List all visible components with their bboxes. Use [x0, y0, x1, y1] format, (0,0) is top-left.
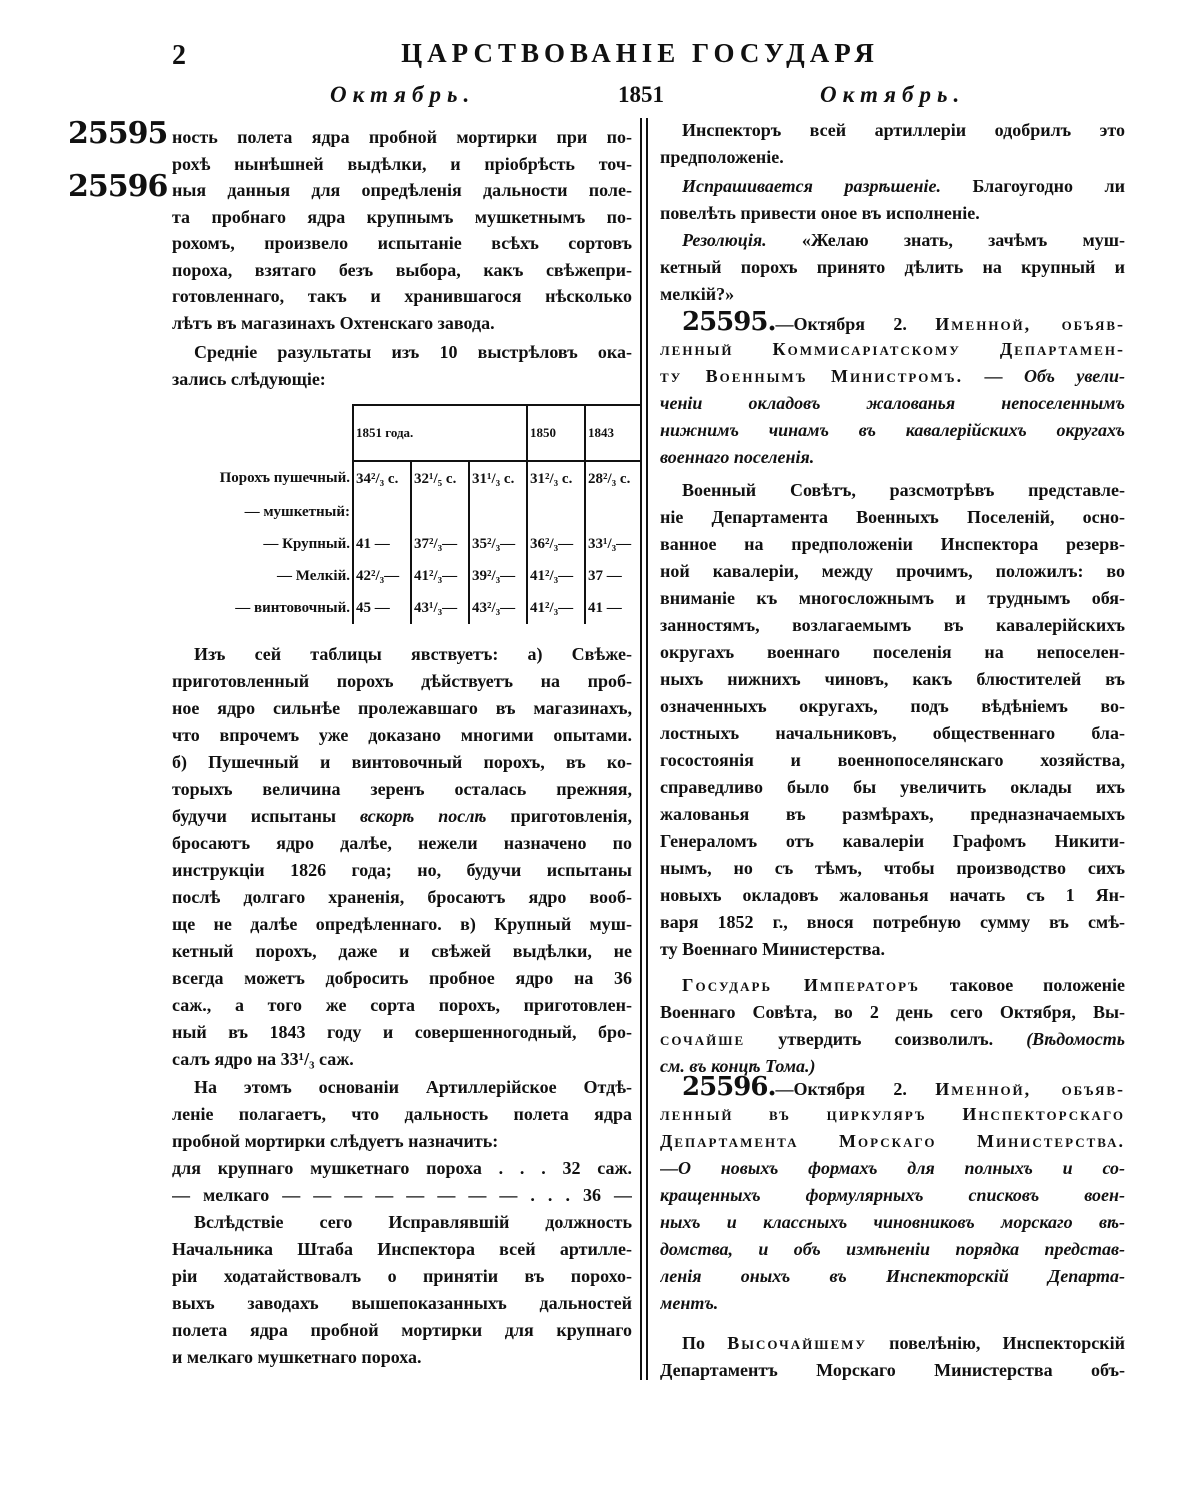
text-line: [660, 1101, 1125, 1128]
text-line: кетный порохъ, даже и свѣжей выдѣлки, не: [172, 941, 632, 961]
paragraph: [660, 227, 1125, 308]
text-line: Изъ сей таблицы явствуетъ: а) Свѣже-: [194, 644, 632, 664]
row-label: — Крупный.: [263, 535, 350, 552]
text-line: [660, 309, 1125, 336]
text-segment: —Октября 2.: [775, 1079, 936, 1099]
small-caps-text: ту Военнымъ Министромъ.: [660, 366, 964, 386]
text-line: госостоянія и военнопоселянскаго хозяйства,: [660, 750, 1125, 770]
text-line: [660, 1209, 1125, 1236]
text-line: рохѣ нынѣшней выдѣлки, и пріобрѣсть точ-: [172, 153, 632, 174]
table-cell: [353, 496, 411, 528]
text-line: означенныхъ округахъ, подъ вѣдѣніемъ во-: [660, 696, 1125, 716]
italic-text: —О новыхъ формахъ для полныхъ и со-: [660, 1158, 1125, 1178]
text-line: всегда можетъ добросить пробное ядро на 36: [172, 968, 632, 988]
text-line: [660, 444, 1125, 471]
small-caps-text: сочайше: [660, 1029, 746, 1049]
text-line: [660, 1290, 1125, 1317]
text-line: округахъ военнаго поселенія на непоселен-: [660, 642, 1125, 662]
table-cell: 39²/₃—: [469, 560, 527, 592]
text-line: пробной мортирки слѣдуетъ назначить:: [172, 1131, 499, 1151]
paragraph: [172, 339, 632, 393]
margin-number: 25596: [68, 169, 168, 204]
text-segment: —Октября 2.: [775, 314, 936, 334]
table-cell: 43¹/₃—: [411, 592, 469, 624]
table-row: [170, 560, 642, 592]
results-table: [170, 404, 642, 624]
text-line: [660, 390, 1125, 417]
paragraph: [660, 972, 1125, 1080]
table-row: [170, 528, 642, 560]
text-line: ніе Департамента Военныхъ Поселеній, осно-: [660, 507, 1125, 527]
text-line: б) Пушечный и винтовочный порохъ, въ ко-: [172, 752, 632, 772]
text-line: полета ядра пробной мортирки для крупнаго: [172, 1320, 632, 1340]
row-label: — винтовочный.: [235, 599, 350, 616]
italic-text: ныхъ и классныхъ чиновниковъ морскаго вѣ-: [660, 1212, 1125, 1232]
paragraph: [660, 173, 1125, 227]
text-segment: повелѣнію, Инспекторскій: [866, 1333, 1125, 1353]
text-line: — мелкаго — — — — — — — — . . . 36 —: [172, 1185, 632, 1205]
text-line: ще не далѣе опредѣленнаго. в) Крупный муш-: [172, 914, 632, 934]
paragraph: [660, 117, 1125, 171]
italic-text: нижнимъ чинамъ въ кавалерійскихъ округахъ: [660, 420, 1125, 440]
row-label: Порохъ пушечный.: [219, 470, 350, 486]
text-line: варя 1852 г., внося потребную сумму въ смѣ-: [660, 912, 1125, 932]
table-cell: 43²/₃—: [469, 592, 527, 624]
text-line: Военный Совѣтъ, разсмотрѣвъ представле-: [682, 480, 1125, 500]
text-line: что впрочемъ уже доказано многими опытами.: [172, 725, 632, 745]
italic-text: ченіи окладовъ жалованья непоселеннымъ: [660, 393, 1125, 413]
text-line: На этомъ основаніи Артиллерійское Отдѣ-: [194, 1077, 632, 1097]
text-line: салъ ядро на 33¹/₃ саж.: [172, 1049, 354, 1069]
text-line: ванное на предположеніи Инспектора резерв-: [660, 534, 1125, 554]
text-line: приготовленный порохъ дѣйствуетъ на проб-: [172, 671, 632, 691]
text-line: [660, 336, 1125, 363]
table-cell: 35²/₃—: [469, 528, 527, 560]
paragraph: [172, 1209, 632, 1371]
italic-text: ленія оныхъ въ Инспекторскій Департа-: [660, 1266, 1125, 1286]
month-right: Октябрь.: [820, 82, 966, 107]
page-number: 2: [172, 40, 186, 71]
table-cell: 28²/₃ с.: [585, 461, 642, 496]
text-line: Начальника Штаба Инспектора всей артилле-: [172, 1239, 632, 1259]
small-caps-text: ленный въ циркуляръ Инспекторскаго: [660, 1104, 1125, 1124]
paragraph: [172, 1074, 632, 1155]
text-line: [660, 363, 1125, 390]
text-line: ный въ 1843 году и совершенногодный, бро-: [172, 1022, 632, 1042]
text-line: леніе полагаетъ, что дальность полета ядра: [172, 1104, 632, 1124]
decree-25595: [660, 309, 1125, 471]
table-cell: [527, 496, 585, 528]
italic-text: вскорѣ послѣ: [360, 806, 487, 826]
italic-text: (Вѣдомость: [1026, 1029, 1125, 1049]
text-line: Генераломъ отъ кавалеріи Графомъ Никити-: [660, 831, 1125, 851]
row-label: — мушкетный:: [244, 503, 350, 520]
small-caps-text: Департамента Морскаго Министерства.: [660, 1131, 1125, 1151]
margin-number: 25595: [68, 116, 168, 151]
table-cell: [469, 496, 527, 528]
text-line: ное ядро сильнѣе пролежавшаго въ магазинахъ,: [172, 698, 632, 718]
text-segment: Благоугодно ли: [940, 176, 1125, 196]
decree-number: 25596.: [682, 1074, 776, 1101]
italic-text: ментъ.: [660, 1293, 719, 1313]
small-caps-text: Государь Императоръ: [682, 975, 920, 995]
decree-number: 25595.: [682, 309, 776, 336]
text-line: инструкціи 1826 года; но, будучи испытаны: [172, 860, 632, 880]
text-line: [660, 1330, 1125, 1357]
italic-text: Объ увели-: [1023, 366, 1125, 386]
text-line: справедливо было бы увеличить оклады ихъ: [660, 777, 1125, 797]
text-segment: «Желаю знать, зачѣмъ муш-: [766, 230, 1125, 250]
text-line: пороха, взятаго безъ выбора, какъ свѣжепри-: [172, 259, 632, 280]
paragraph: [172, 641, 632, 1073]
decree-25596: [660, 1074, 1125, 1317]
small-caps-text: Именной, объяв-: [935, 1079, 1125, 1099]
text-line: ной кавалеріи, между прочимъ, положилъ: во: [660, 561, 1125, 581]
table-header-cell: 1850: [527, 405, 585, 461]
table-cell: 37 —: [585, 560, 642, 592]
text-segment: По: [682, 1333, 728, 1353]
table-cell: 33¹/₃—: [585, 528, 642, 560]
small-caps-text: Высочайшему: [727, 1333, 867, 1353]
text-line: вниманіе къ многосложнымъ и труднымъ обя-: [660, 588, 1125, 608]
italic-text: Резолюція.: [682, 230, 767, 250]
text-line: нымъ, но съ тѣмъ, чтобы производство сихъ: [660, 858, 1125, 878]
table-header-cell: 1851 года.: [353, 405, 527, 461]
text-line: [660, 173, 1125, 200]
text-line: торыхъ величина зеренъ осталась прежняя,: [172, 779, 632, 799]
text-line: [660, 1263, 1125, 1290]
text-line: лѣтъ въ магазинахъ Охтенскаго завода.: [172, 312, 495, 333]
text-line: Средніе разультаты изъ 10 выстрѣловъ ока-: [194, 342, 632, 362]
table-row: [170, 592, 642, 624]
table-cell: 32¹/₅ с.: [411, 461, 469, 496]
text-line: Военнаго Совѣта, во 2 день сего Октября, Вы-: [660, 1002, 1125, 1022]
text-line: занностямъ, возлагаемымъ въ кавалерійскихъ: [660, 615, 1125, 635]
text-line: ныя данныя для опредѣленія дальности поле-: [172, 180, 632, 200]
text-line: выхъ заводахъ вышепоказанныхъ дальностей: [172, 1293, 632, 1313]
text-line: [660, 972, 1125, 999]
table-cell: 31¹/₃ с.: [469, 461, 527, 496]
text-line: предположеніе.: [660, 147, 784, 167]
table-row: [170, 496, 642, 528]
text-line: ныхъ нижнихъ чиновъ, какъ блюстителей въ: [660, 669, 1125, 689]
text-line: Департаментъ Морскаго Министерства объ-: [660, 1360, 1125, 1380]
italic-text: кращенныхъ формулярныхъ списковъ воен-: [660, 1185, 1125, 1205]
text-line: мелкій?»: [660, 284, 735, 304]
paragraph: [660, 1330, 1125, 1384]
month-left: Октябрь.: [330, 82, 476, 107]
table-cell: 41 —: [353, 528, 411, 560]
text-line: новыхъ окладовъ жалованья начать съ 1 Ян-: [660, 885, 1125, 905]
column-divider: [640, 118, 648, 1380]
text-line: та пробнаго ядра крупнымъ мушкетнымъ по-: [172, 206, 632, 227]
table-row: [170, 461, 642, 496]
italic-text: военнаго поселенія.: [660, 447, 815, 467]
table-cell: [411, 496, 469, 528]
table-cell: 41²/₃—: [527, 592, 585, 624]
text-line: [660, 1236, 1125, 1263]
table-cell: 34²/₃ с.: [353, 461, 411, 496]
text-segment: —: [963, 366, 1024, 386]
text-line: саж., а того же сорта порохъ, приготовлен-: [172, 995, 632, 1015]
text-line: жалованья въ размѣрахъ, предназначаемыхъ: [660, 804, 1125, 824]
table-header-row: [170, 405, 642, 461]
text-line: повелѣть привести оное въ исполненіе.: [660, 203, 980, 223]
paragraph: [172, 1155, 632, 1209]
text-line: ту Военнаго Министерства.: [660, 939, 886, 959]
year: 1851: [618, 82, 664, 107]
table-cell: 41 —: [585, 592, 642, 624]
table-cell: 36²/₃—: [527, 528, 585, 560]
italic-text: Испрашивается разрѣшеніе.: [682, 176, 941, 196]
paragraph: [660, 477, 1125, 963]
text-line: [660, 417, 1125, 444]
paragraph: [172, 124, 632, 336]
text-segment: таковое положеніе: [919, 975, 1125, 995]
table-cell: 41²/₃—: [411, 560, 469, 592]
text-line: [660, 1128, 1125, 1155]
text-line: [660, 1155, 1125, 1182]
text-line: для крупнаго мушкетнаго пороха . . . 32 саж.: [172, 1158, 632, 1178]
text-line: лостныхъ начальниковъ, общественнаго бла-: [660, 723, 1125, 743]
text-line: [660, 1182, 1125, 1209]
table-cell: 45 —: [353, 592, 411, 624]
text-segment: приготовленія,: [486, 806, 632, 826]
small-caps-text: Именной, объяв-: [935, 314, 1125, 334]
table-cell: 37²/₃—: [411, 528, 469, 560]
table-header-blank: [170, 405, 353, 461]
text-line: готовленнаго, такъ и хранившагося нѣсколько: [172, 286, 632, 306]
table-cell: [585, 496, 642, 528]
table-cell: 41²/₃—: [527, 560, 585, 592]
text-line: рохомъ, произвело испытаніе всѣхъ сортовъ: [172, 233, 632, 253]
table-cell: 42²/₃—: [353, 560, 411, 592]
text-line: бросаютъ ядро далѣе, нежели назначено по: [172, 833, 632, 853]
table-cell: 31²/₃ с.: [527, 461, 585, 496]
table-header-cell: 1843: [585, 405, 642, 461]
text-line: [660, 1026, 1125, 1053]
text-line: [660, 1074, 1125, 1101]
text-line: ріи ходатайствовалъ о принятіи въ порохо-: [172, 1266, 632, 1286]
text-line: [660, 227, 1125, 254]
text-line: послѣ долгаго храненія, бросаютъ ядро вооб-: [172, 887, 632, 907]
text-line: Вслѣдствіе сего Исправлявшій должность: [194, 1212, 632, 1232]
small-caps-text: ленный Коммисаріатскому Департамен-: [660, 339, 1125, 359]
text-line: кетный порохъ принято дѣлить на крупный и: [660, 257, 1125, 277]
row-label: — Мелкій.: [277, 567, 350, 584]
text-line: и мелкаго мушкетнаго пороха.: [172, 1347, 422, 1367]
italic-text: см. въ концѣ Тома.): [660, 1056, 816, 1076]
text-segment: будучи испытаны: [172, 806, 360, 826]
text-line: зались слѣдующіе:: [172, 369, 326, 389]
text-line: Инспекторъ всей артиллеріи одобрилъ это: [682, 120, 1125, 140]
italic-text: домства, и объ измѣненіи порядка представ-: [660, 1239, 1125, 1259]
text-line: [172, 803, 632, 830]
text-line: ность полета ядра пробной мортирки при по-: [172, 127, 632, 147]
running-title: ЦАРСТВОВАНІЕ ГОСУДАРЯ: [401, 38, 879, 68]
text-segment: утвердить соизволилъ.: [745, 1029, 1027, 1049]
